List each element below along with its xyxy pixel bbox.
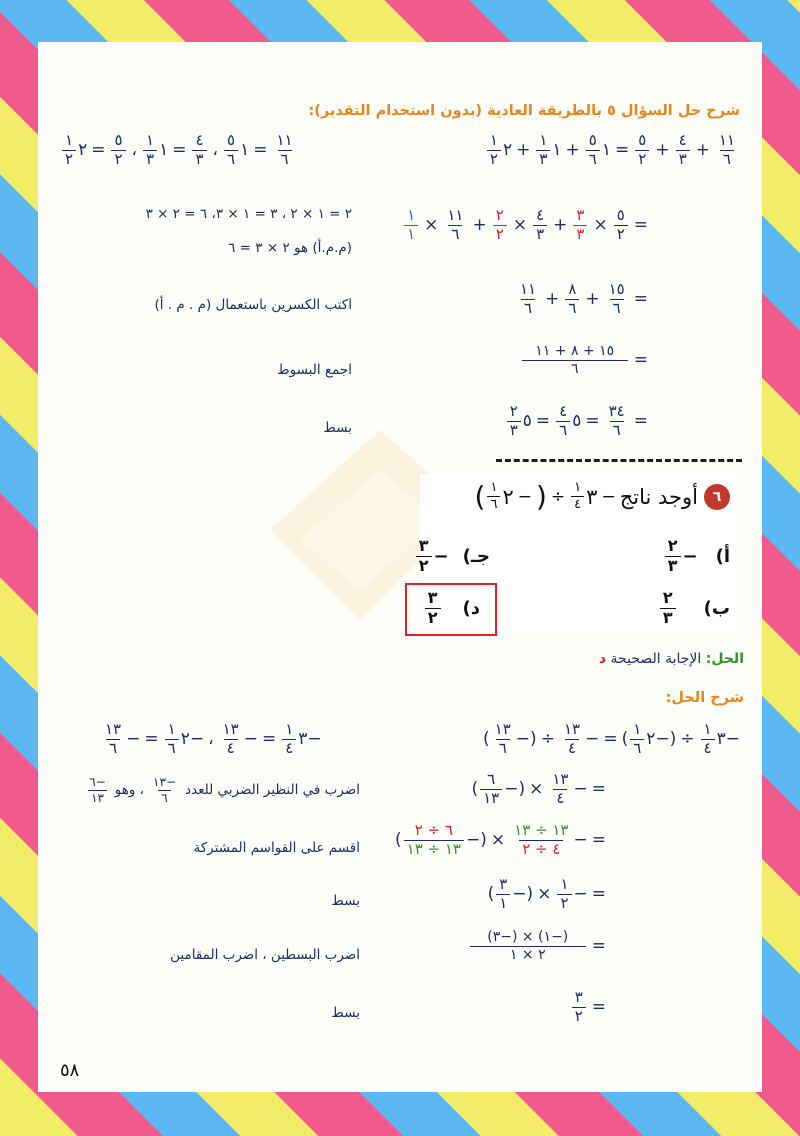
- question-number-badge: ٦: [704, 484, 730, 510]
- step4-note: بسط: [331, 893, 360, 909]
- row2-note-line2: (م.م.أ) هو ٢ × ٣ = ٦: [228, 240, 352, 256]
- row4-note: اجمع البسوط: [277, 362, 352, 378]
- step5-expression: = $\frac{(-١) \times (-٣)}{٢ \times ١}$: [468, 930, 610, 962]
- step1-conversions: −٣ $\frac{١}{٤}$ = − $\frac{١٣}{٤}$ ، −٢ $\frac{١}{٦}$ = − $\frac{١٣}{٦}$: [105, 720, 322, 757]
- row2-expression: = $\frac{٥}{٢}$ × $\frac{٣}{٣}$ + $\frac{٤}{٣}$ × $\frac{٢}{٢}$ + $\frac{١١}{٦}$ × $\frac{١}{١}$: [402, 208, 652, 243]
- option-a-label: أ): [715, 545, 730, 567]
- question-text: ٦ أوجد ناتج − ٣ $\frac{١}{٤}$ ÷ ( − ٢ $\frac{١}{٦}$ ): [475, 480, 730, 513]
- step5-note: اضرب البسطين ، اضرب المقامين: [170, 947, 360, 963]
- option-b-label: ب): [703, 597, 730, 619]
- step3-expression: = − $\frac{١٣ \div ١٣}{٤ \div ٢}$ × (− $\frac{٦ \div ٢}{١٣ \div ١٣}$ ): [395, 821, 606, 858]
- question-prompt: أوجد ناتج: [619, 484, 698, 509]
- section-title: شرح حل السؤال ٥ بالطريقة العادية (بدون استخدام التقدير):: [308, 103, 740, 119]
- row1-expression: $\frac{١١}{٦}$ + $\frac{٤}{٣}$ + $\frac{٥}{٢}$ = ١ $\frac{٥}{٦}$ + ١ $\frac{١}{٣}$ + ٢ $\frac{١}{٢}$: [485, 133, 740, 168]
- solution-answer-letter: د: [598, 651, 607, 667]
- option-b[interactable]: ب) $\frac{٢}{٣}$: [658, 590, 730, 627]
- step2-expression: = − $\frac{١٣}{٤}$ × (− $\frac{٦}{١٣}$ ): [471, 770, 606, 807]
- option-d-label: د): [462, 597, 480, 619]
- divider-dashed: [496, 459, 742, 462]
- step2-note-part2: ، وهو: [114, 782, 145, 799]
- step2-note-part1: اضرب في النظير الضربي للعدد: [185, 782, 360, 799]
- explain-title: شرح الحل:: [665, 690, 744, 706]
- row4-expression: = $\frac{١٥ + ٨ + ١١}{٦}$: [520, 344, 652, 376]
- row5-note: بسط: [323, 420, 352, 436]
- solution-label: الحل:: [705, 651, 744, 667]
- correct-answer-highlight: [405, 583, 497, 636]
- option-a[interactable]: أ) − $\frac{٢}{٣}$: [663, 538, 730, 575]
- option-c-label: جـ): [462, 545, 490, 567]
- row3-expression: = $\frac{١٥}{٦}$ + $\frac{٨}{٦}$ + $\frac{١١}{٦}$: [519, 280, 648, 317]
- solution-line: [599, 651, 744, 667]
- option-d[interactable]: د) $\frac{٣}{٢}$: [423, 590, 480, 627]
- step1-expression: −٣ $\frac{١}{٤}$ ÷ (−٢ $\frac{١}{٦}$ ) = − $\frac{١٣}{٤}$ ÷ (− $\frac{١٣}{٦}$ ): [483, 720, 740, 757]
- step6-expression: = $\frac{٣}{٢}$: [570, 990, 610, 1025]
- solution-answer-text: الإجابة الصحيحة: [610, 651, 702, 667]
- step2-note: اضرب في النظير الضربي للعدد $\frac{-١٣}{٦}$ ، وهو $\frac{-٦}{١٣}$: [89, 775, 360, 805]
- row1-conversions: $\frac{١١}{٦}$ = ١ $\frac{٥}{٦}$ ، $\frac{٤}{٣}$ = ١ $\frac{١}{٣}$ ، $\frac{٥}{٢}$ = ٢ $\frac{١}{٢}$: [60, 133, 298, 168]
- row5-expression: = $\frac{٣٤}{٦}$ = ٥ $\frac{٤}{٦}$ = ٥ $\frac{٢}{٣}$: [505, 404, 652, 439]
- row3-note: اكتب الكسرين باستعمال (م . م . أ): [154, 297, 352, 313]
- step3-note: اقسم على القواسم المشتركة: [193, 840, 360, 856]
- option-c[interactable]: جـ) − $\frac{٣}{٢}$: [414, 538, 490, 575]
- row2-note-line1: ٢ = ١ × ٢ ، ٣ = ١ × ٣، ٦ = ٢ × ٣: [145, 206, 352, 222]
- page-number: ٥٨: [60, 1060, 80, 1081]
- step6-note: بسط: [331, 1005, 360, 1021]
- step4-expression: = − $\frac{١}{٢}$ × (− $\frac{٣}{١}$ ): [487, 875, 606, 912]
